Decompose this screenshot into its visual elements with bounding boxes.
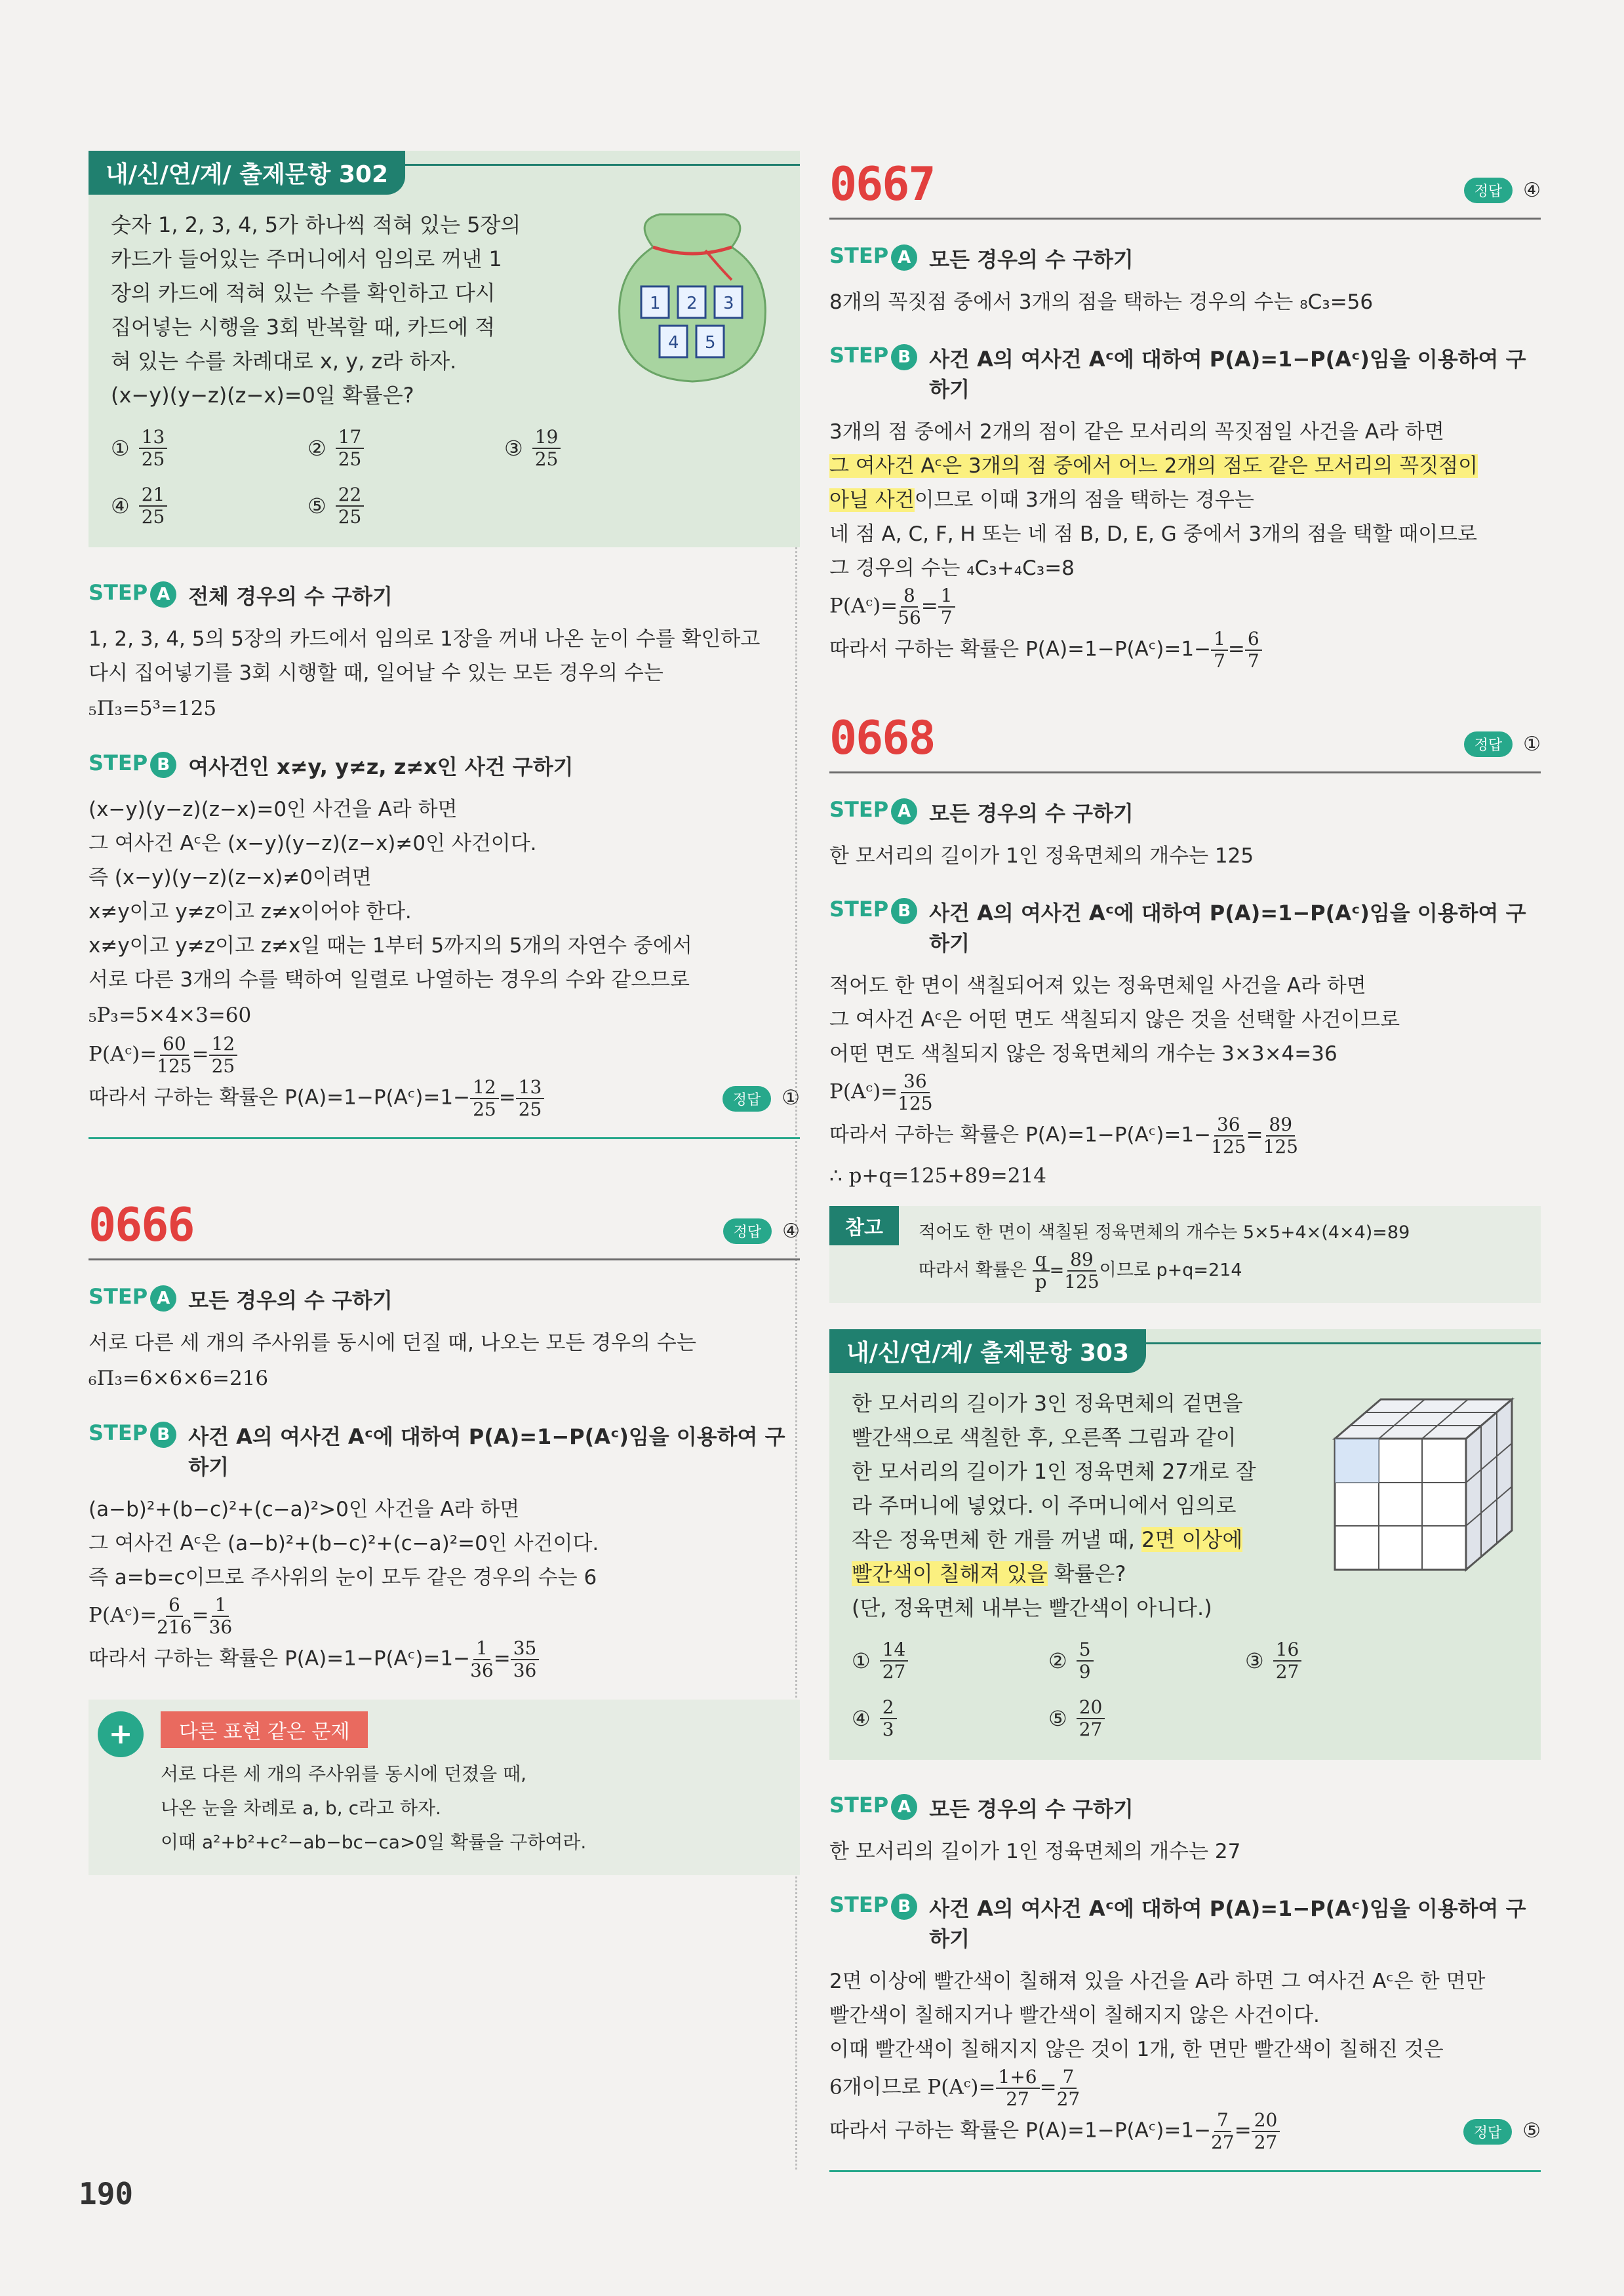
card-label: 4 (668, 333, 679, 353)
final-answer-row: 따라서 구하는 확률은 P(A)=1−P(Aᶜ)=1− $\frac{1}{7}$ = $\frac{6}{7}$ (829, 629, 1541, 672)
problem-303-choices (852, 1639, 1518, 1740)
answer-badge: 정답 (723, 1218, 772, 1244)
final-answer-row: 따라서 구하는 확률은 P(A)=1−P(Aᶜ)=1− $\frac{1}{36}$ = $\frac{35}{36}$ (89, 1638, 800, 1681)
problem-302-choices (111, 427, 778, 528)
answer-badge: 정답 (1464, 731, 1513, 757)
problem-302-tag: 내/신/연/계/ 출제문항 302 (89, 151, 405, 195)
problem-303-tag: 내/신/연/계/ 출제문항 303 (829, 1329, 1146, 1373)
problem-302-box (89, 151, 800, 547)
step-b-heading: STEP B 사건 A의 여사건 Aᶜ에 대하여 P(A)=1−P(Aᶜ)임을 이용하여 구하기 (829, 897, 1526, 956)
choice-4: ④ $\frac{21}{25}$ (111, 484, 307, 528)
final-answer-row: 따라서 구하는 확률은 P(A)=1−P(Aᶜ)=1− $\frac{12}{25}$ = $\frac{13}{25}$ 정답 ① (89, 1076, 800, 1120)
step-b-heading: STEP B 사건 A의 여사건 Aᶜ에 대하여 P(A)=1−P(Aᶜ)임을 이용하여 구하기 (829, 1892, 1526, 1951)
step-a-heading: STEP A 모든 경우의 수 구하기 (829, 797, 1134, 826)
p-ac-formula: P(Aᶜ)= $\frac{60}{125}$ = $\frac{12}{25}$ (89, 1034, 800, 1077)
left-column (89, 151, 800, 1875)
right-column (829, 151, 1541, 2172)
choice-1: ① $\frac{14}{27}$ (852, 1639, 1048, 1683)
question-number: 0666 (89, 1198, 194, 1252)
card-label: 1 (650, 294, 661, 313)
plus-alpha-icon: + (98, 1711, 144, 1757)
choice-3: ③ $\frac{19}{25}$ (504, 427, 701, 470)
card-label: 3 (723, 294, 734, 313)
answer-badge: 정답 (1463, 2119, 1513, 2145)
cube-3x3x3-illustration (1322, 1386, 1518, 1576)
question-number: 0667 (829, 157, 935, 211)
step-a-heading: STEP A 전체 경우의 수 구하기 (89, 580, 393, 609)
problem-302-text: 숫자 1, 2, 3, 4, 5가 하나씩 적혀 있는 5장의 카드가 들어있는 주머니에서 임의로 꺼낸 1 장의 카드에 적혀 있는 수를 확인하고 다시 집어넣는 시행을 3회 반복할 때, 카드에 적 혀 있는 수를 차례대로 x, y, z라 하자. (x−y)(y−z)(z−x)=0일 확률은? (111, 212, 521, 408)
p-ac-formula: P(Aᶜ)= $\frac{6}{216}$ = $\frac{1}{36}$ (89, 1594, 233, 1638)
question-0667: 0667 정답 ④ STEP A 모든 경우의 수 구하기 8개의 꼭짓점 중에서 3개의 점을 택하는 경우의 수는 ₈C₃=56 STEP B 사건 A의 여사건 Aᶜ에 대하여 P(A)=1−P(Aᶜ)임을 이용하여 구하기 3개의 점 중에서 2개의 점이 같은 모서리의 꼭짓점일 사건을 A라 하면 그 여사건 Aᶜ은 3개의 점 중에서 어느 2개의 점도 같은 모서리의 꼭짓점이 아닐 사건이므로 이때 3개의 점을 택하는 경우는 네 점 A, C, F, H 또는 네 점 B, D, E, G 중에서 3개의 점을 택할 때이므로 그 경우의 수는 ₄C₃+₄C₃=8 P(Aᶜ)= $\frac{8}{56}$ = $\frac{1}{7}$ 따라서 구하는 확률은 P(A)=1−P(Aᶜ)=1− $\frac{1}{7}$ = $\frac{6}{7}$ (829, 157, 1541, 672)
card-label: 5 (705, 333, 716, 353)
question-number: 0668 (829, 711, 935, 765)
problem-303-box (829, 1329, 1541, 1760)
page-number: 190 (79, 2176, 134, 2211)
similar-problem-box: + 다른 표현 같은 문제 서로 다른 세 개의 주사위를 동시에 던졌을 때, 나온 눈을 차례로 a, b, c라고 하자. 이때 a²+b²+c²−ab−bc−ca>0일 확률을 구하여라. (89, 1700, 800, 1875)
highlighted-text: 빨간색이 칠해져 있을 (852, 1561, 1048, 1586)
solution-303: STEP A 모든 경우의 수 구하기 한 모서리의 길이가 1인 정육면체의 개수는 27 STEP B 사건 A의 여사건 Aᶜ에 대하여 P(A)=1−P(Aᶜ)임을 이용하여 구하기 2면 이상에 빨간색이 칠해져 있을 사건을 A라 하면 그 여사건 Aᶜ은 한 면만 빨간색이 칠해지거나 빨간색이 칠해지지 않은 사건이다. 이때 빨간색이 칠해지지 않은 것이 1개, 한 면만 빨간색이 칠해진 것은 6개이므로 P(Aᶜ)= $\frac{1+6}{27}$ = $\frac{7}{27}$ 따라서 구하는 확률은 P(A)=1−P(Aᶜ)=1− $\frac{7}{27}$ = $\frac{20}{27}$ 정답 ⑤ (829, 1793, 1541, 2172)
highlighted-text: 아닐 사건 (829, 488, 915, 512)
p-ac-formula: P(Aᶜ)= $\frac{36}{125}$ (829, 1070, 933, 1114)
answer-badge: 정답 (1464, 178, 1513, 203)
choice-2: ② $\frac{17}{25}$ (307, 427, 504, 470)
step-b-heading: STEP B 여사건인 x≠y, y≠z, z≠x인 사건 구하기 (89, 750, 574, 779)
choice-5: ⑤ $\frac{20}{27}$ (1048, 1697, 1245, 1740)
final-answer-row: 따라서 구하는 확률은 P(A)=1−P(Aᶜ)=1− $\frac{36}{125}$ = $\frac{89}{125}$ (829, 1114, 1298, 1158)
card-label: 2 (686, 294, 698, 313)
choice-4: ④ $\frac{2}{3}$ (852, 1697, 1048, 1740)
step-a-heading: STEP A 모든 경우의 수 구하기 (829, 1793, 1134, 1821)
step-b-heading: STEP B 사건 A의 여사건 Aᶜ에 대하여 P(A)=1−P(Aᶜ)임을 이용하여 구하기 (829, 343, 1526, 402)
choice-5: ⑤ $\frac{22}{25}$ (307, 484, 504, 528)
highlighted-text: 2면 이상에 (1141, 1527, 1243, 1552)
solution-302: STEP A 전체 경우의 수 구하기 1, 2, 3, 4, 5의 5장의 카드에서 임의로 1장을 꺼내 나온 눈이 수를 확인하고 다시 집어넣기를 3회 시행할 때, 일어날 수 있는 모든 경우의 수는 ₅Π₃=5³=125 STEP B 여사건인 x≠y, y≠z, z≠x인 사건 구하기 (x−y)(y−z)(z−x)=0인 사건을 A라 하면 그 여사건 Aᶜ은 (x−y)(y−z)(z−x)≠0인 사건이다. 즉 (x−y)(y−z)(z−x)≠0이려면 x≠y이고 y≠z이고 z≠x이어야 한다. x≠y이고 y≠z이고 z≠x일 때는 1부터 5까지의 5개의 자연수 중에서 서로 다른 3개의 수를 택하여 일렬로 나열하는 경우의 수와 같으므로 ₅P₃=5×4×3=60 P(Aᶜ)= $\frac{60}{125}$ = $\frac{12}{25}$ 따라서 구하는 확률은 P(A)=1−P(Aᶜ)=1− $\frac{12}{25}$ = $\frac{13}{25}$ 정답 ① (89, 580, 800, 1139)
p-ac-formula: P(Aᶜ)= $\frac{8}{56}$ = $\frac{1}{7}$ (829, 585, 1541, 629)
reference-note: 참고 적어도 한 면이 색칠된 정육면체의 개수는 5×5+4×(4×4)=89 따라서 확률은 $\frac{q}{p}$ = $\frac{89}{125}$ 이므로 p+q=214 (829, 1206, 1541, 1303)
final-answer-row: 따라서 구하는 확률은 P(A)=1−P(Aᶜ)=1− $\frac{7}{27}$ = $\frac{20}{27}$ 정답 ⑤ (829, 2109, 1541, 2153)
problem-303-text: 한 모서리의 길이가 3인 정육면체의 겉면을 빨간색으로 색칠한 후, 오른쪽 그림과 같이 한 모서리의 길이가 1인 정육면체 27개로 잘 라 주머니에 넣었다. 이 주머니에서 임의로 작은 정육면체 한 개를 꺼낼 때, 2면 이상에 빨간색이 칠해져 있을 확률은? (단, 정육면체 내부는 빨간색이 아니다.) (852, 1391, 1256, 1620)
step-b-heading: STEP B 사건 A의 여사건 Aᶜ에 대하여 P(A)=1−P(Aᶜ)임을 이용하여 구하기 (89, 1420, 785, 1479)
step-a-heading: STEP A 모든 경우의 수 구하기 (829, 243, 1134, 272)
choice-3: ③ $\frac{16}{27}$ (1245, 1639, 1442, 1683)
p-ac-formula: 6개이므로 P(Aᶜ)= $\frac{1+6}{27}$ = $\frac{7}{27}$ (829, 2066, 1080, 2110)
question-0668: 0668 정답 ① STEP A 모든 경우의 수 구하기 한 모서리의 길이가 1인 정육면체의 개수는 125 STEP B 사건 A의 여사건 Aᶜ에 대하여 P(A)=1−P(Aᶜ)임을 이용하여 구하기 적어도 한 면이 색칠되어져 있는 정육면체일 사건을 A라 하면 그 여사건 Aᶜ은 어떤 면도 색칠되지 않은 것을 선택할 사건이므로 어떤 면도 색칠되지 않은 정육면체의 개수는 3×3×4=36 P(Aᶜ)= $\frac{36}{125}$ 따라서 구하는 확률은 P(A)=1−P(Aᶜ)=1− $\frac{36}{125}$ = $\frac{89}{125}$ ∴ p+q=125+89=214 참고 적어도 한 면이 색칠된 정육면체의 개수는 5×5+4×(4×4)=89 따라서 확률은 $\frac{q}{p}$ = $\frac{89}{125}$ 이므로 p+q=214 (829, 711, 1541, 1303)
step-a-heading: STEP A 모든 경우의 수 구하기 (89, 1284, 393, 1313)
question-0666: 0666 정답 ④ STEP A 모든 경우의 수 구하기 서로 다른 세 개의 주사위를 동시에 던질 때, 나오는 모든 경우의 수는 ₆Π₃=6×6×6=216 STEP B 사건 A의 여사건 Aᶜ에 대하여 P(A)=1−P(Aᶜ)임을 이용하여 구하기 (a−b)²+(b−c)²+(c−a)²>0인 사건을 A라 하면 그 여사건 Aᶜ은 (a−b)²+(b−c)²+(c−a)²=0인 사건이다. 즉 a=b=c이므로 주사위의 눈이 모두 같은 경우의 수는 6 P(Aᶜ)= $\frac{6}{216}$ = $\frac{1}{36}$ 따라서 구하는 확률은 P(A)=1−P(Aᶜ)=1− $\frac{1}{36}$ = $\frac{35}{36}$ + 다른 표현 같은 문제 서로 다른 세 개의 주사위를 동시에 던졌을 때, 나온 눈을 차례로 a, b, c라고 하자. 이때 a²+b²+c²−ab−bc−ca>0일 확률을 구하여라. (89, 1198, 800, 1875)
answer-badge: 정답 (723, 1086, 772, 1112)
card-pouch-illustration (607, 208, 778, 391)
highlighted-text: 그 여사건 Aᶜ은 3개의 점 중에서 어느 2개의 점도 같은 모서리의 꼭짓점이 (829, 454, 1478, 478)
choice-2: ② $\frac{5}{9}$ (1048, 1639, 1245, 1683)
choice-1: ① $\frac{13}{25}$ (111, 427, 307, 470)
